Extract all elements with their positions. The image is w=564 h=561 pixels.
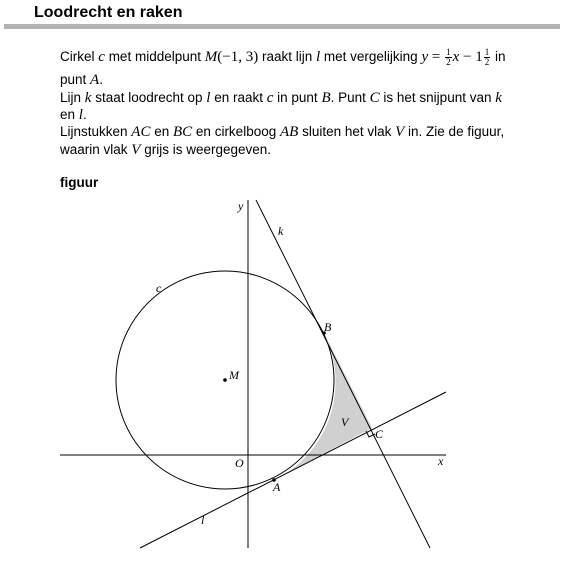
problem-line-3: Lijn k staat loodrecht op l en raakt c in punt B. Punt C is het snijpunt van k <box>60 90 502 106</box>
label-x-axis: x <box>438 454 444 468</box>
line-k <box>256 200 430 548</box>
label-center-M: M <box>229 368 239 382</box>
math-BC: BC <box>173 124 193 140</box>
label-circle-c: c <box>156 281 162 295</box>
math-l: l <box>78 107 83 123</box>
math-c: c <box>98 49 105 66</box>
label-point-C: C <box>375 427 384 441</box>
math-V: V <box>131 142 141 158</box>
text-fragment: in <box>491 49 506 65</box>
math-l: l <box>206 90 211 106</box>
math-fraction-half: $\frac{1}{2}$ <box>446 47 451 67</box>
label-point-B: B <box>324 320 332 334</box>
math-equals: = <box>428 49 445 66</box>
math-M: M <box>204 49 218 66</box>
math-coordinates: (−1, 3) <box>217 49 259 66</box>
math-y: y <box>421 49 429 66</box>
math-V: V <box>395 124 405 140</box>
label-origin: O <box>235 456 244 470</box>
line-l <box>140 392 446 548</box>
math-k: k <box>84 90 92 106</box>
page-title: Loodrecht en raken <box>34 4 183 21</box>
math-c: c <box>266 90 274 106</box>
problem-line-4: en l. <box>60 107 87 123</box>
text-fragment: raakt lijn <box>258 49 316 65</box>
point-M <box>223 378 227 382</box>
math-fraction-half-2: $\frac{1}{2}$ <box>484 47 490 67</box>
math-k: k <box>495 90 502 106</box>
math-minus-one: − 1 <box>459 49 483 66</box>
text-fragment: met middelpunt <box>104 49 205 65</box>
label-line-l: l <box>201 513 205 527</box>
math-AC: AC <box>131 124 151 140</box>
math-A: A <box>90 72 100 88</box>
label-point-A: A <box>273 480 281 494</box>
math-l: l <box>315 49 321 66</box>
math-AB: AB <box>279 124 299 140</box>
text-fragment: Cirkel <box>60 49 99 65</box>
math-x: x <box>452 49 460 66</box>
label-region-V: V <box>341 415 349 429</box>
problem-line-6: waarin vlak V grijs is weergegeven. <box>60 142 272 158</box>
text-fragment: met vergelijking <box>320 49 422 65</box>
region-V <box>274 333 372 480</box>
label-y-axis: y <box>238 199 244 213</box>
label-line-k: k <box>278 224 284 238</box>
problem-line-5: Lijnstukken AC en BC en cirkelboog AB sluiten het vlak V in. Zie de figuur, <box>60 124 505 140</box>
math-B: B <box>321 90 331 106</box>
problem-line-2: punt A. <box>60 72 103 88</box>
figure-label: figuur <box>60 175 99 190</box>
math-C: C <box>369 90 380 106</box>
